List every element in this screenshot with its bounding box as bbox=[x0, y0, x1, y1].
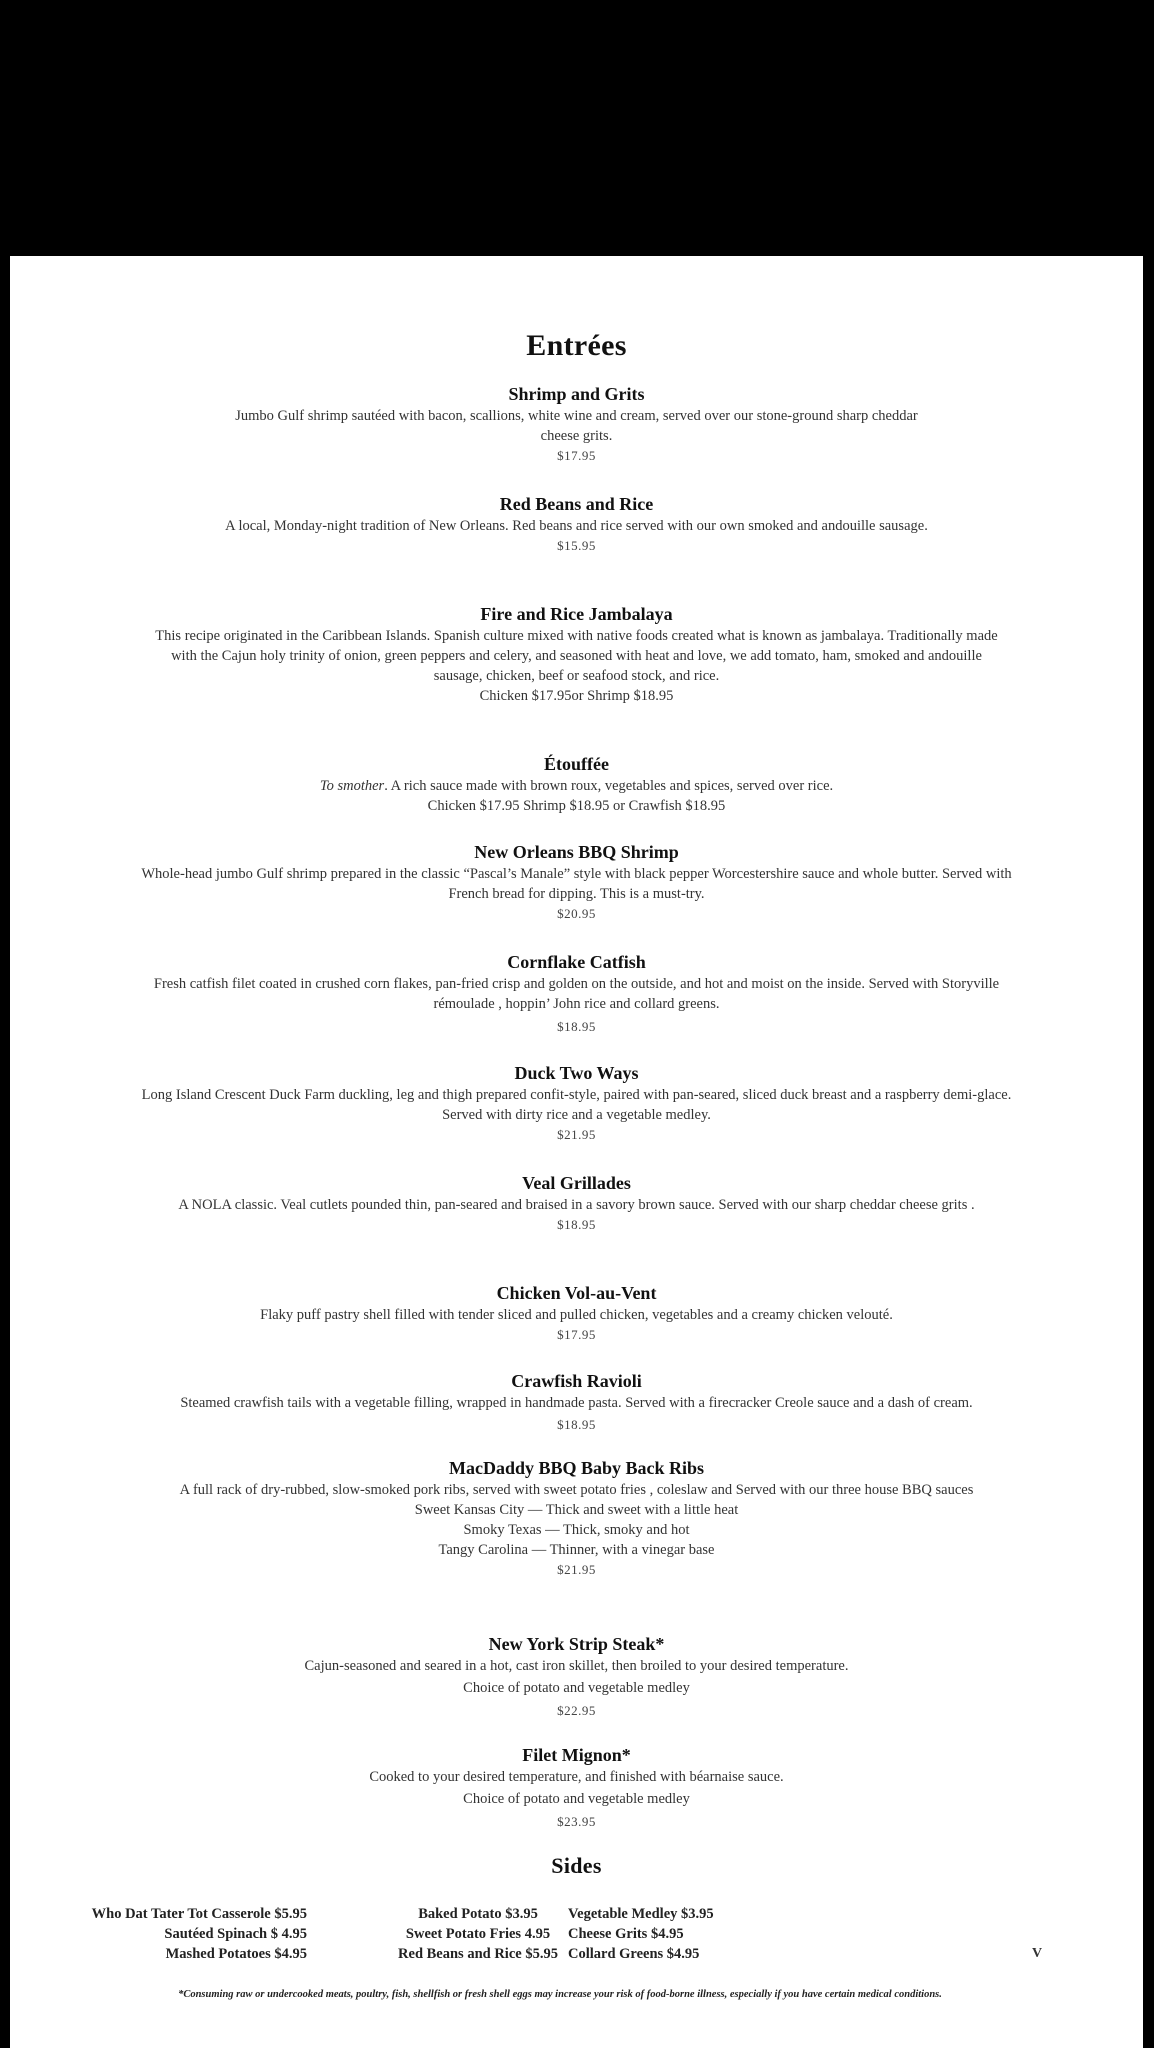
food-safety-footnote: *Consuming raw or undercooked meats, poultry, fish, shellfish or fresh shell eggs may increase your risk of food-borne illness, especially if you have certain medical conditions. bbox=[178, 1989, 942, 2000]
item-price: $18.95 bbox=[557, 1019, 596, 1034]
item-name: Filet Mignon* bbox=[522, 1745, 631, 1765]
item-description: Steamed crawfish tails with a vegetable filling, wrapped in handmade pasta. Served with a firecracker Creole sauce and a dash of cream. bbox=[180, 1395, 973, 1411]
item-description: A local, Monday-night tradition of New Orleans. Red beans and rice served with our own smoked and andouille sausage. bbox=[225, 518, 928, 534]
item-description: Cajun-seasoned and seared in a hot, cast iron skillet, then broiled to your desired temperature. bbox=[304, 1658, 849, 1674]
menu-item-macdaddy-ribs bbox=[10, 1456, 1143, 1580]
item-description: Cooked to your desired temperature, and finished with béarnaise sauce. bbox=[369, 1769, 784, 1785]
side-item: Baked Potato $3.95 bbox=[418, 1906, 538, 1922]
item-description-text: . A rich sauce made with brown roux, vegetables and spices, served over rice. bbox=[384, 778, 834, 794]
sauce-option: Tangy Carolina — Thinner, with a vinegar base bbox=[438, 1542, 715, 1558]
item-description: A full rack of dry-rubbed, slow-smoked pork ribs, served with sweet potato fries , coleslaw and Served with our three house BBQ sauces bbox=[179, 1482, 974, 1498]
item-price: $18.95 bbox=[557, 1217, 596, 1232]
side-item: Red Beans and Rice $5.95 bbox=[398, 1946, 558, 1962]
menu-page bbox=[10, 256, 1143, 2048]
menu-item-chicken-vol-au-vent bbox=[10, 1281, 1143, 1345]
item-price: $15.95 bbox=[557, 538, 596, 553]
entrees-title: Entrées bbox=[526, 329, 627, 362]
item-description: This recipe originated in the Caribbean Islands. Spanish culture mixed with native foods created what is known as jambalaya. Traditionally made with the Cajun holy trinity of onion, green peppers and celery, and seasoned with heat and love, we add tomato, ham, smoked and andouille sausage, chicken, beef or seafood stock, and rice. bbox=[155, 628, 998, 684]
item-name: MacDaddy BBQ Baby Back Ribs bbox=[448, 1458, 705, 1478]
item-description-italic: To smother bbox=[319, 778, 385, 794]
menu-item-bbq-shrimp bbox=[10, 840, 1143, 924]
menu-item-ny-strip-steak bbox=[10, 1632, 1143, 1721]
menu-item-etouffee bbox=[10, 752, 1143, 816]
item-name: Fire and Rice Jambalaya bbox=[480, 604, 673, 624]
side-item: Sweet Potato Fries 4.95 bbox=[405, 1926, 551, 1942]
item-description: Long Island Crescent Duck Farm duckling, leg and thigh prepared confit-style, paired with pan-seared, sliced duck breast and a raspberry demi-glace. Served with dirty rice and a vegetable medley. bbox=[141, 1087, 1012, 1123]
item-name: Chicken Vol-au-Vent bbox=[496, 1283, 657, 1303]
item-description: Flaky puff pastry shell filled with tender sliced and pulled chicken, vegetables and a creamy chicken velouté. bbox=[260, 1307, 893, 1323]
item-name: Crawfish Ravioli bbox=[511, 1371, 642, 1391]
item-name: Veal Grillades bbox=[522, 1173, 631, 1193]
side-item: Mashed Potatoes $4.95 bbox=[165, 1946, 307, 1962]
item-price: $18.95 bbox=[557, 1417, 596, 1432]
sides-column-1 bbox=[10, 1904, 307, 1964]
menu-item-cornflake-catfish bbox=[10, 950, 1143, 1037]
menu-item-red-beans-and-rice bbox=[10, 492, 1143, 556]
vegetarian-marker: V bbox=[1032, 1946, 1043, 1961]
item-price: $22.95 bbox=[557, 1703, 596, 1718]
item-price: Chicken $17.95 Shrimp $18.95 or Crawfish $18.95 bbox=[427, 798, 726, 814]
item-price: $17.95 bbox=[557, 1327, 596, 1342]
side-item: Vegetable Medley $3.95 bbox=[568, 1906, 714, 1922]
sides-title: Sides bbox=[551, 1853, 602, 1878]
sides-column-3 bbox=[568, 1904, 828, 1964]
menu-item-filet-mignon bbox=[10, 1743, 1143, 1832]
side-item: Sautéed Spinach $ 4.95 bbox=[164, 1926, 307, 1942]
item-description: Whole-head jumbo Gulf shrimp prepared in the classic “Pascal’s Manale” style with black pepper Worcestershire sauce and whole butter. Served with French bread for dipping. This is a must-try. bbox=[141, 866, 1012, 902]
item-description-secondary: Choice of potato and vegetable medley bbox=[463, 1680, 690, 1696]
item-price: Chicken $17.95or Shrimp $18.95 bbox=[479, 688, 674, 704]
item-description bbox=[147, 776, 1007, 796]
sauce-option: Smoky Texas — Thick, smoky and hot bbox=[463, 1522, 690, 1538]
item-description-secondary: Choice of potato and vegetable medley bbox=[463, 1791, 690, 1807]
item-name: Duck Two Ways bbox=[514, 1063, 639, 1083]
item-description: Fresh catfish filet coated in crushed corn flakes, pan-fried crisp and golden on the outside, and hot and moist on the inside. Served with Storyville rémoulade , hoppin’ John rice and collard greens. bbox=[153, 976, 1000, 1012]
item-name: New Orleans BBQ Shrimp bbox=[474, 842, 679, 862]
item-price: $20.95 bbox=[557, 906, 596, 921]
sauce-option: Sweet Kansas City — Thick and sweet with a little heat bbox=[414, 1502, 739, 1518]
item-price: $21.95 bbox=[557, 1562, 596, 1577]
menu-item-jambalaya bbox=[10, 602, 1143, 706]
side-item: Who Dat Tater Tot Casserole $5.95 bbox=[91, 1906, 307, 1922]
item-name: Shrimp and Grits bbox=[508, 384, 645, 404]
side-item: Collard Greens $4.95 bbox=[568, 1946, 700, 1962]
item-name: Cornflake Catfish bbox=[507, 952, 646, 972]
item-price: $23.95 bbox=[557, 1814, 596, 1829]
item-description: Jumbo Gulf shrimp sautéed with bacon, scallions, white wine and cream, served over our stone-ground sharp cheddar cheese grits. bbox=[235, 408, 918, 444]
menu-item-duck-two-ways bbox=[10, 1061, 1143, 1145]
item-name: Étouffée bbox=[544, 754, 609, 774]
item-name: Red Beans and Rice bbox=[499, 494, 654, 514]
item-name: New York Strip Steak* bbox=[488, 1634, 665, 1654]
menu-item-shrimp-and-grits bbox=[10, 382, 1143, 466]
side-item: Cheese Grits $4.95 bbox=[568, 1926, 684, 1942]
item-price: $17.95 bbox=[557, 448, 596, 463]
menu-item-crawfish-ravioli bbox=[10, 1369, 1143, 1435]
menu-item-veal-grillades bbox=[10, 1171, 1143, 1235]
item-description: A NOLA classic. Veal cutlets pounded thin, pan-seared and braised in a savory brown sauce. Served with our sharp cheddar cheese grits . bbox=[178, 1197, 975, 1213]
item-price: $21.95 bbox=[557, 1127, 596, 1142]
